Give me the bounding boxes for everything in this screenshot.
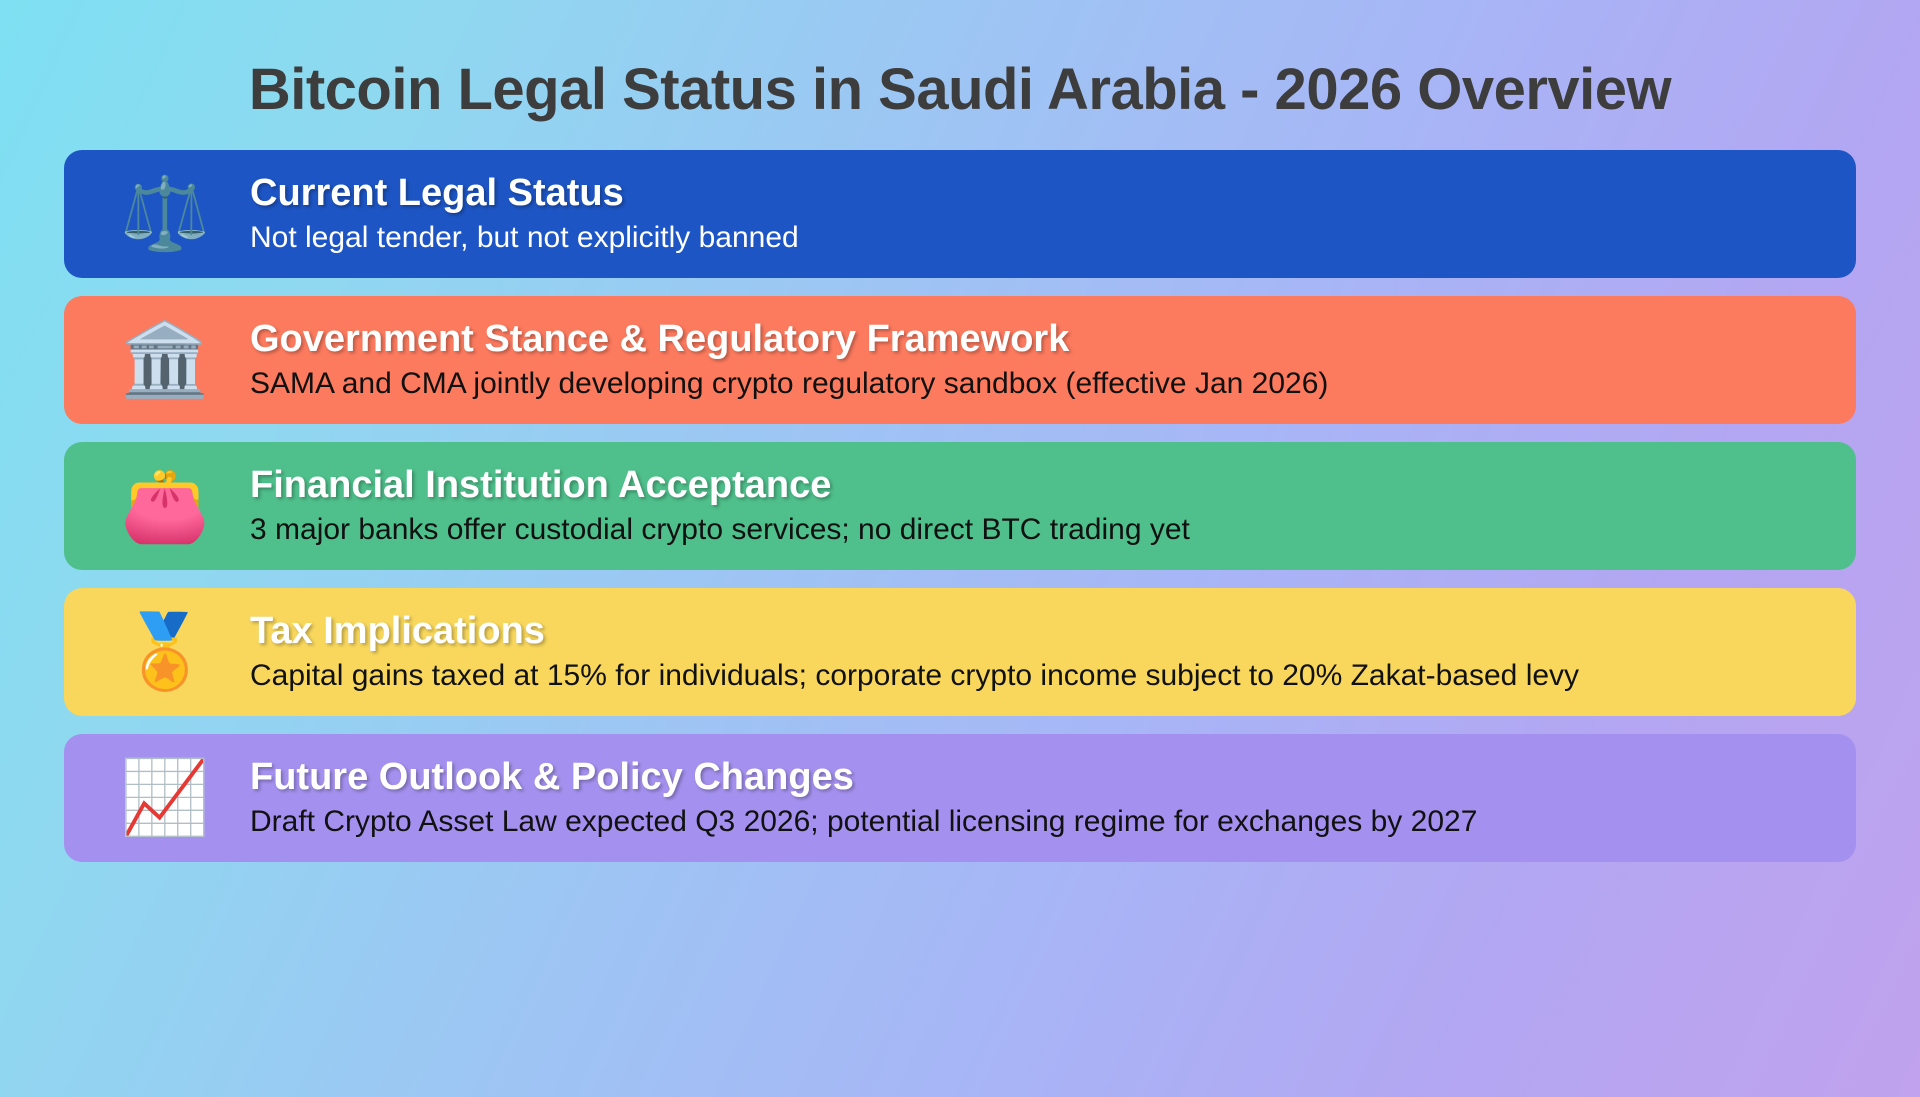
row-text [240, 318, 1830, 403]
row-description: Draft Crypto Asset Law expected Q3 2026; potential licensing regime for exchanges by 2027 [250, 805, 1478, 839]
page-title: Bitcoin Legal Status in Saudi Arabia - 2026 Overview [248, 57, 1672, 122]
list-item [64, 588, 1856, 716]
growth-chart-gear-icon: 📈 [120, 757, 210, 838]
list-item [64, 296, 1856, 424]
row-text [240, 172, 1830, 257]
list-item [64, 442, 1856, 570]
row-heading: Tax Implications [250, 609, 545, 652]
row-description: SAMA and CMA jointly developing crypto regulatory sandbox (effective Jan 2026) [250, 367, 1329, 401]
row-heading: Government Stance & Regulatory Framework [250, 317, 1070, 360]
row-heading: Future Outlook & Policy Changes [250, 755, 854, 798]
government-building-icon: 🏛️ [120, 319, 210, 400]
row-description: Not legal tender, but not explicitly banned [250, 221, 799, 255]
list-item [64, 150, 1856, 278]
row-description: Capital gains taxed at 15% for individuals; corporate crypto income subject to 20% Zakat-based levy [250, 659, 1580, 693]
row-text [240, 610, 1830, 695]
row-text [240, 464, 1830, 549]
wallet-icon: 👛 [120, 465, 210, 546]
list-item [64, 734, 1856, 862]
row-heading: Current Legal Status [250, 171, 624, 214]
row-list [64, 150, 1856, 862]
row-text [240, 756, 1830, 841]
row-description: 3 major banks offer custodial crypto services; no direct BTC trading yet [250, 513, 1190, 547]
scales-of-justice-icon: ⚖️ [120, 173, 210, 254]
row-heading: Financial Institution Acceptance [250, 463, 832, 506]
tax-badge-icon: 🏅 [120, 611, 210, 692]
